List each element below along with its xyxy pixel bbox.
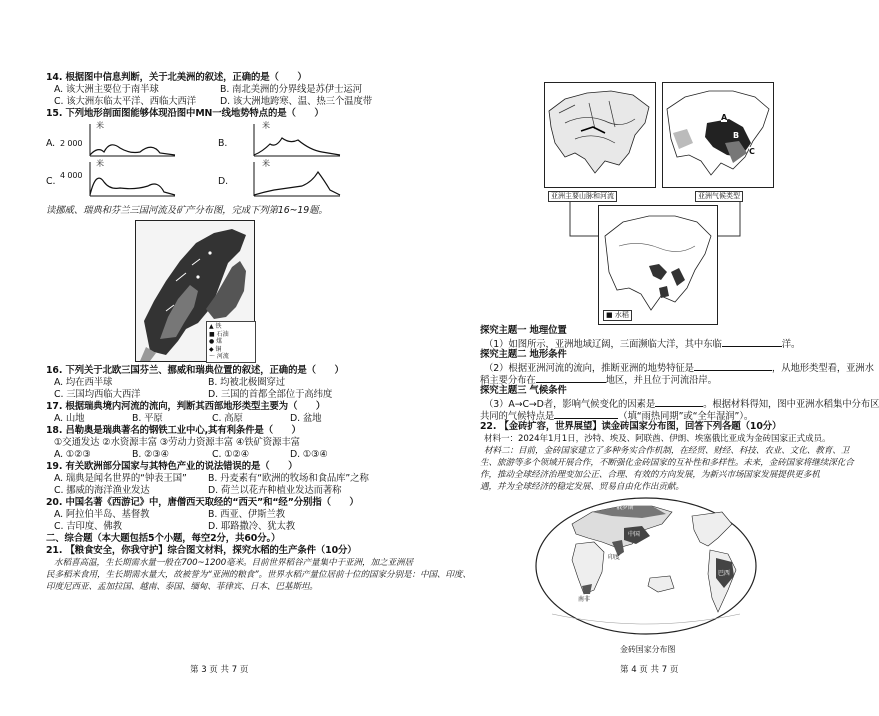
label-a: A: [721, 113, 728, 122]
material-2-line-2: 生、旅游等多个领域开展合作，不断强化金砖国家的互补性和多样性。未来，金砖国家将继续深化合: [480, 458, 854, 468]
asia-rice-map: ■ 水稻: [598, 205, 718, 325]
page-4: [430, 0, 879, 716]
label-b: B: [733, 131, 739, 140]
q21-material-line-1: 水稻喜高温，生长期需水量一般在700~1200毫米。目前世界稻谷产量集中于亚洲，加之亚洲居: [54, 558, 413, 568]
q20-option-c: C. 吉印度、佛教: [54, 521, 122, 532]
section-2-heading: 二、综合题（本大题包括5个小题，每空2分，共60分。）: [46, 533, 281, 544]
intro-16-19: 读挪威、瑞典和芬兰三国河流及矿产分布图，完成下列第16~19题。: [46, 205, 328, 216]
question-17: 17. 根据瑞典境内河流的流向，判断其西部地形类型主要为（ ）: [46, 401, 326, 412]
q17-option-b: B. 平原: [132, 413, 163, 424]
q17-option-a: A. 山地: [54, 413, 85, 424]
q18-statements: ①交通发达 ②水资源丰富 ③劳动力资源丰富 ④铁矿资源丰富: [54, 437, 300, 448]
q16-option-c: C. 三国均西临大西洋: [54, 389, 141, 400]
question-19: 19. 有关欧洲部分国家与其特色产业的说法错误的是（ ）: [46, 461, 298, 472]
q19-option-d: D. 荷兰以花卉种植业发达而著称: [208, 485, 342, 496]
question-21: 21. 【粮食安全，你我守护】综合图文材料，探究水稻的生产条件（10分）: [46, 545, 357, 556]
label-south-africa: 南非: [578, 596, 590, 603]
q14-option-b: B. 南北美洲的分界线是苏伊士运河: [220, 84, 362, 95]
label-china: 中国: [628, 531, 640, 538]
q21-material-line-2: 民多稻米食用，生长期需水量大，故被誉为“亚洲的粮食”。世界水稻产量位居前十位的国家分别是：中国、印度、: [46, 570, 471, 580]
q21-material-line-3: 印度尼西亚、孟加拉国、越南、泰国、缅甸、菲律宾、日本、巴基斯坦。: [46, 582, 318, 592]
rice-legend: 水稻: [614, 311, 629, 319]
q20-option-b: B. 西亚、伊斯兰教: [208, 509, 286, 520]
theme-2-question: （2）根据亚洲河流的流向，推断亚洲的地势特征是 ，从地形类型看，亚洲水: [484, 363, 874, 374]
scandinavia-map: [135, 220, 255, 362]
q16-option-d: D. 三国的首都全部位于高纬度: [208, 389, 333, 400]
q18-option-a: A. ①②③: [54, 449, 91, 460]
theme-1-heading: 探究主题一 地理位置: [480, 325, 567, 336]
profile-chart-b: B. 米: [218, 122, 368, 162]
label-c: C: [749, 147, 755, 156]
question-15: 15. 下列地形剖面图能够体现沿图中MN一线地势特点的是（ ）: [46, 108, 324, 119]
q16-option-a: A. 均在西半球: [54, 377, 113, 388]
theme-1-question: （1）如图所示，亚洲地域辽阔，三面濒临大洋，其中东临 洋。: [484, 339, 801, 350]
asia-terrain-map: [544, 82, 656, 188]
brics-world-map: [532, 494, 760, 644]
material-2-line-3: 作，推动全球经济治理变加公正、合理、有效的方向发展，为新兴市场国家发展提供更多机: [480, 470, 820, 480]
q19-option-a: A. 瑞典是闻名世界的“钟表王国”: [54, 473, 187, 484]
theme-2-question-cont: 稻主要分布在 地区，并且位于河流沿岸。: [480, 375, 717, 386]
profile-chart-a: A. 2 000 米: [40, 122, 190, 162]
world-map-caption: 金砖国家分布图: [620, 645, 676, 654]
q19-option-b: B. 丹麦素有“欧洲的牧场和食品库”之称: [208, 473, 369, 484]
label-india: 印度: [608, 554, 620, 561]
q17-option-d: D. 盆地: [290, 413, 322, 424]
asia-climate-map: [662, 82, 774, 188]
q19-option-c: C. 挪威的海洋渔业发达: [54, 485, 150, 496]
q20-option-a: A. 阿拉伯半岛、基督教: [54, 509, 150, 520]
q16-option-b: B. 均被北极圈穿过: [208, 377, 286, 388]
question-14: 14. 根据图中信息判断，关于北美洲的叙述，正确的是（ ）: [46, 72, 307, 83]
question-20: 20. 中国名著《西游记》中，唐僧西天取经的“西天”和“经”分别指（ ）: [46, 497, 359, 508]
q20-option-d: D. 耶路撒冷、犹太教: [208, 521, 296, 532]
theme-3-question-cont: 共同的气候特点是 （填“雨热同期”或“全年湿润”）。: [480, 411, 754, 422]
theme-3-question: （3）A→C→D者，影响气候变化的因素是 。根据材料得知，图中亚洲水稻集中分布区: [484, 399, 879, 410]
label-russia: 俄罗斯: [616, 504, 634, 511]
theme-2-heading: 探究主题二 地形条件: [480, 349, 567, 360]
material-2-line-4: 遇，并为全球经济的稳定发展、贸易自由化作出贡献。: [480, 482, 684, 492]
profile-chart-d: D. 米: [218, 160, 368, 202]
material-2-line-1: 材料二：目前，金砖国家建立了多种务实合作机制，在经贸、财经、科技、农业、文化、教育、卫: [484, 446, 850, 456]
label-brazil: 巴西: [718, 570, 730, 577]
question-18: 18. 吕勒奥是瑞典著名的钢铁工业中心,其有利条件是（ ）: [46, 425, 301, 436]
question-16: 16. 下列关于北欧三国芬兰、挪威和瑞典位置的叙述，正确的是（ ）: [46, 365, 344, 376]
q14-option-c: C. 该大洲东临太平洋、西临大西洋: [54, 96, 197, 107]
q17-option-c: C. 高原: [212, 413, 243, 424]
q14-option-d: D. 该大洲地跨寒、温、热三个温度带: [220, 96, 373, 107]
caption-asia-terrain: 亚洲主要山脉和河流: [548, 191, 617, 202]
material-1: 材料一：2024年1月1日，沙特、埃及、阿联酋、伊朗、埃塞俄比亚成为金砖国家正式成员。: [484, 434, 831, 444]
profile-chart-c: C. 4 000 米: [40, 160, 190, 202]
q18-option-b: B. ②③④: [132, 449, 170, 460]
theme-3-heading: 探究主题三 气候条件: [480, 385, 567, 396]
caption-asia-climate: 亚洲气候类型: [695, 191, 743, 202]
q18-option-c: C. ①②④: [212, 449, 250, 460]
page-footer-right: 第 4 页 共 7 页: [620, 665, 679, 675]
question-22: 22. 【金砖扩容，世界展望】读金砖国家分布图，回答下列各题（10分）: [480, 421, 782, 432]
q14-option-a: A. 该大洲主要位于南半球: [54, 84, 159, 95]
q18-option-d: D. ①③④: [290, 449, 328, 460]
page-footer-left: 第 3 页 共 7 页: [190, 665, 249, 675]
map-legend: ▲ 铁 ■ 石油 ● 煤 ◆ 铜 ～ 河流: [206, 321, 256, 363]
